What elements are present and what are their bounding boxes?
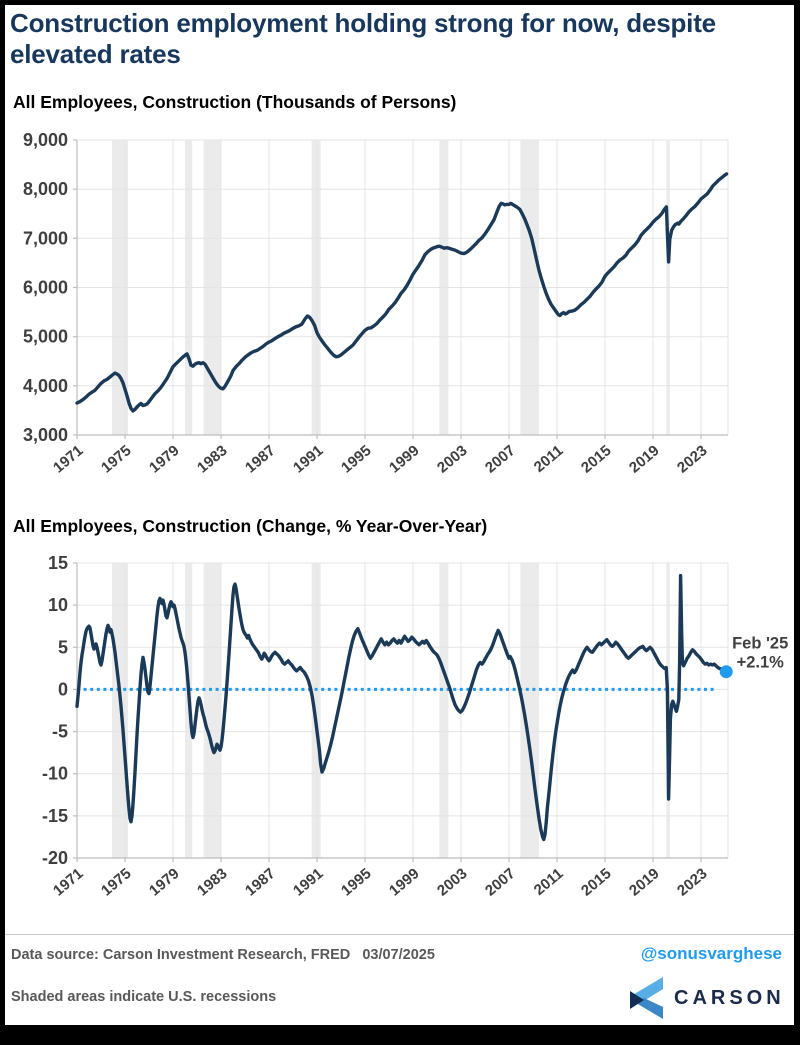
y-tick-label: -20: [41, 848, 68, 868]
x-tick-label: 2023: [674, 442, 711, 477]
latest-point-label-value: +2.1%: [736, 653, 784, 672]
x-tick-label: 1991: [290, 865, 327, 900]
x-tick-label: 1991: [290, 442, 327, 477]
y-tick-label: -15: [41, 805, 68, 826]
latest-point-label-date: Feb '25: [732, 634, 789, 653]
x-tick-label: 1975: [98, 865, 135, 900]
x-tick-label: 2015: [578, 442, 615, 477]
author-handle[interactable]: @sonusvarghese: [640, 944, 782, 963]
y-tick-label: 6,000: [22, 277, 68, 298]
recession-note: Shaded areas indicate U.S. recessions: [11, 989, 277, 1005]
x-tick-label: 1999: [386, 865, 423, 900]
series-line: [77, 174, 727, 411]
x-tick-label: 1979: [146, 442, 183, 477]
employment-level-chart: [0, 120, 800, 515]
recession-band: [439, 563, 448, 858]
x-tick-label: 1995: [338, 865, 375, 900]
x-tick-label: 1979: [146, 865, 183, 900]
x-tick-label: 1987: [242, 865, 279, 900]
x-tick-label: 2011: [530, 865, 567, 899]
x-tick-label: 2003: [434, 865, 471, 900]
y-tick-label: 7,000: [22, 228, 68, 249]
y-tick-label: 5: [57, 637, 68, 658]
x-tick-label: 2007: [482, 865, 519, 900]
latest-point-dot: [720, 665, 733, 678]
y-tick-label: 0: [57, 679, 68, 700]
series-line: [77, 576, 726, 840]
y-tick-label: 8,000: [22, 179, 68, 200]
recession-band: [204, 563, 221, 858]
carson-logo-icon: [628, 976, 664, 1020]
x-tick-label: 1987: [242, 442, 279, 477]
x-tick-label: 2011: [530, 442, 567, 476]
y-tick-label: 4,000: [22, 375, 68, 396]
x-tick-label: 2023: [674, 865, 711, 900]
x-tick-label: 1999: [386, 442, 423, 477]
y-tick-label: -5: [51, 721, 68, 742]
x-tick-label: 1971: [50, 442, 87, 477]
x-tick-label: 2015: [578, 865, 615, 900]
y-tick-label: 3,000: [22, 425, 68, 445]
employment-yoy-chart: [0, 545, 800, 935]
frame-border-top: [0, 0, 800, 5]
y-tick-label: 15: [47, 553, 68, 573]
x-tick-label: 1995: [338, 442, 375, 477]
carson-logo: [628, 976, 785, 1020]
x-tick-label: 2019: [626, 865, 663, 900]
y-tick-label: 9,000: [22, 130, 68, 150]
y-tick-label: 10: [47, 595, 68, 616]
y-tick-label: -10: [41, 763, 68, 784]
page-title: Construction employment holding strong for now, despite elevated rates: [10, 8, 716, 69]
footer-divider: [5, 934, 794, 935]
y-tick-label: 5,000: [22, 326, 68, 347]
x-tick-label: 2007: [482, 442, 519, 477]
carson-logo-text: CARSON: [674, 986, 785, 1009]
frame-border-bottom: [0, 1025, 800, 1045]
x-tick-label: 1983: [194, 865, 231, 900]
employment-level-chart-title: All Employees, Construction (Thousands of Persons): [13, 92, 457, 112]
x-tick-label: 2019: [626, 442, 663, 477]
data-source-text: Data source: Carson Investment Research, FRED 03/07/2025: [11, 947, 435, 963]
x-tick-label: 1971: [50, 865, 87, 900]
employment-yoy-chart-title: All Employees, Construction (Change, % Year-Over-Year): [13, 516, 488, 536]
x-tick-label: 1983: [194, 442, 231, 477]
x-tick-label: 1975: [98, 442, 135, 477]
x-tick-label: 2003: [434, 442, 471, 477]
